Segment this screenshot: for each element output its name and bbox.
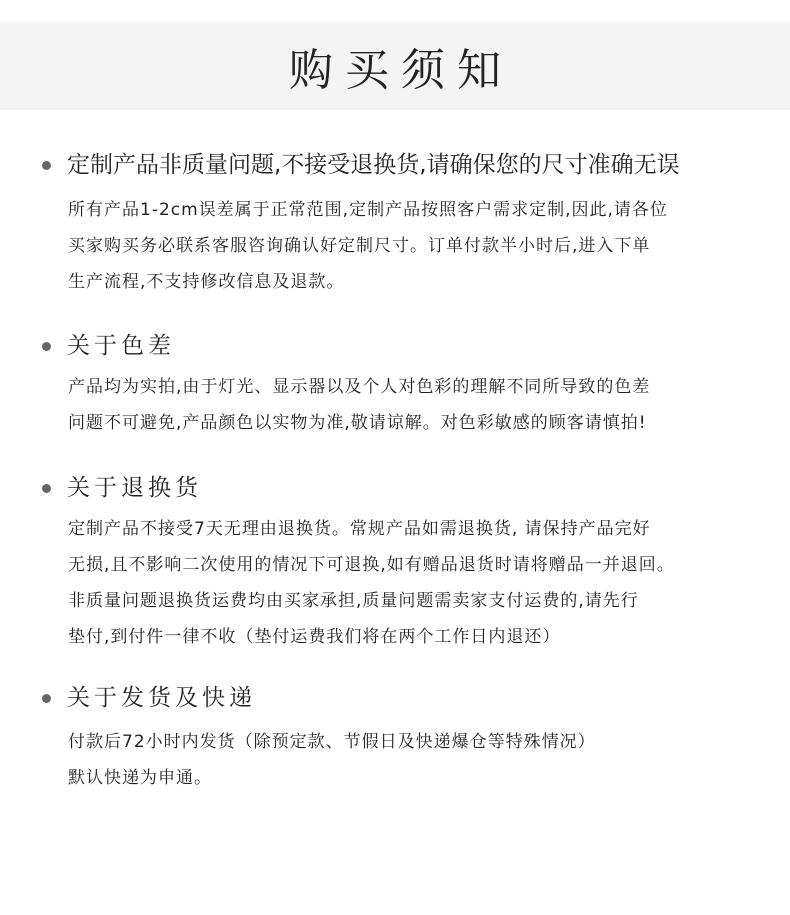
section-title: 关于色差: [67, 333, 175, 359]
section-title: 关于发货及快递: [67, 685, 256, 711]
body-line: 定制产品不接受7天无理由退换货。常规产品如需退换货, 请保持产品完好: [68, 519, 651, 539]
section-shipping: [0, 681, 790, 796]
section-custom-products: [0, 148, 790, 300]
section-body: [68, 724, 790, 796]
section-body: [68, 511, 790, 655]
body-line: 无损,且不影响二次使用的情况下可退换,如有赠品退货时请将赠品一并退回。: [68, 555, 675, 575]
body-line: 默认快递为申通。: [68, 768, 212, 788]
page-header: [0, 22, 790, 110]
section-body: [68, 369, 790, 441]
section-heading: [0, 329, 790, 363]
body-line: 付款后72小时内发货（除预定款、节假日及快递爆仓等特殊情况）: [68, 732, 596, 752]
section-heading: [0, 681, 790, 715]
section-returns: [0, 471, 790, 655]
bullet-icon: [42, 161, 51, 170]
section-title: 关于退换货: [67, 475, 202, 501]
body-line: 生产流程,不支持修改信息及退款。: [68, 272, 345, 292]
body-line: 问题不可避免,产品颜色以实物为准,敬请谅解。对色彩敏感的顾客请慎拍!: [68, 413, 647, 433]
section-heading: [0, 471, 790, 505]
section-heading: [0, 148, 790, 182]
bullet-icon: [42, 342, 51, 351]
body-line: 垫付,到付件一律不收（垫付运费我们将在两个工作日内退还）: [68, 627, 561, 647]
body-line: 产品均为实拍,由于灯光、显示器以及个人对色彩的理解不同所导致的色差: [68, 377, 651, 397]
bullet-icon: [42, 694, 51, 703]
section-body: [68, 192, 790, 300]
body-line: 所有产品1-2cm误差属于正常范围,定制产品按照客户需求定制,因此,请各位: [68, 200, 668, 220]
body-line: 非质量问题退换货运费均由买家承担,质量问题需卖家支付运费的,请先行: [68, 591, 639, 611]
page-title: 购买须知: [289, 45, 513, 96]
body-line: 买家购买务必联系客服咨询确认好定制尺寸。订单付款半小时后,进入下单: [68, 236, 651, 256]
section-title: 定制产品非质量问题,不接受退换货,请确保您的尺寸准确无误: [67, 152, 680, 178]
bullet-icon: [42, 484, 51, 493]
section-color-difference: [0, 329, 790, 441]
